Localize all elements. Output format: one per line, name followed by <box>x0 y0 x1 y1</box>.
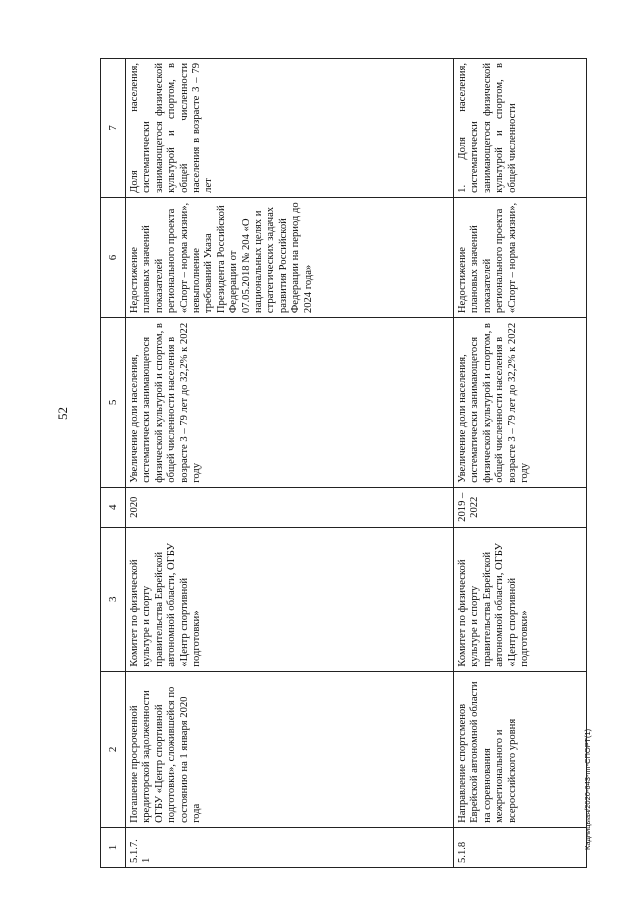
table-row <box>126 59 454 868</box>
executor-cell: Комитет по физической культуре и спорту правительства Еврейской автономной области, ОГБУ «Центр спортивной подготовки» <box>126 527 454 671</box>
executor-cell: Комитет по физической культуре и спорту правительства Еврейской автономной области, ОГБУ «Центр спортивной подготовки» <box>454 527 587 671</box>
page-number: 52 <box>55 407 70 420</box>
header-col-3: 3 <box>101 527 126 671</box>
row-number: 5.1.7. 1 <box>126 827 454 867</box>
consequence-cell: Недостижение плановых значений показателей регионального проекта «Спорт – норма жизни», невыполнение требований Указа Президента Российской Федерации от 07.05.2018 № 204 «О национальных целях и стратегических задачах развития Российской Федерации на период до 2024 года» <box>126 197 454 317</box>
event-cell: Погашение просроченной кредиторской задолженности ОГБУ «Центр спортивной подготовки», сложившейся по состоянию на 1 января 2020 года <box>126 671 454 827</box>
header-col-1: 1 <box>101 827 126 867</box>
header-col-2: 2 <box>101 671 126 827</box>
indicator-cell: Доля населения, систематически занимающегося физической культурой и спортом, в общей численности населения в возрасте 3 – 79 лет <box>126 59 454 198</box>
indicator-cell: 1. Доля населения, систематически занимающегося физической культурой и спортом, в общей численности <box>454 59 587 198</box>
program-table <box>100 58 587 868</box>
period-cell: 2019 – 2022 <box>454 487 587 527</box>
row-number: 5.1.8 <box>454 827 587 867</box>
header-col-7: 7 <box>101 59 126 198</box>
table-row <box>454 59 587 868</box>
consequence-cell: Недостижение плановых значений показателей регионального проекта «Спорт – норма жизни», <box>454 197 587 317</box>
header-col-5: 5 <box>101 318 126 488</box>
header-col-4: 4 <box>101 487 126 527</box>
header-col-6: 6 <box>101 197 126 317</box>
rotated-table-container <box>100 58 585 868</box>
event-cell: Направление спортсменов Еврейской автономной области на соревнования межрегионального и всероссийского уровня <box>454 671 587 827</box>
header-row <box>101 59 126 868</box>
result-cell: Увеличение доли населения, систематически занимающегося физической культурой и спортом, в общей численности населения в возрасте 3 – 79 лет до 32,2% к 2022 году <box>454 318 587 488</box>
period-cell: 2020 <box>126 487 454 527</box>
result-cell: Увеличение доли населения, систематически занимающегося физической культурой и спортом, в общей численности населения в возрасте 3 – 79 лет до 32,2% к 2022 году <box>126 318 454 488</box>
document-stamp: Кадницыая/2020-643-пп-СПОРТ(1) <box>583 728 592 850</box>
